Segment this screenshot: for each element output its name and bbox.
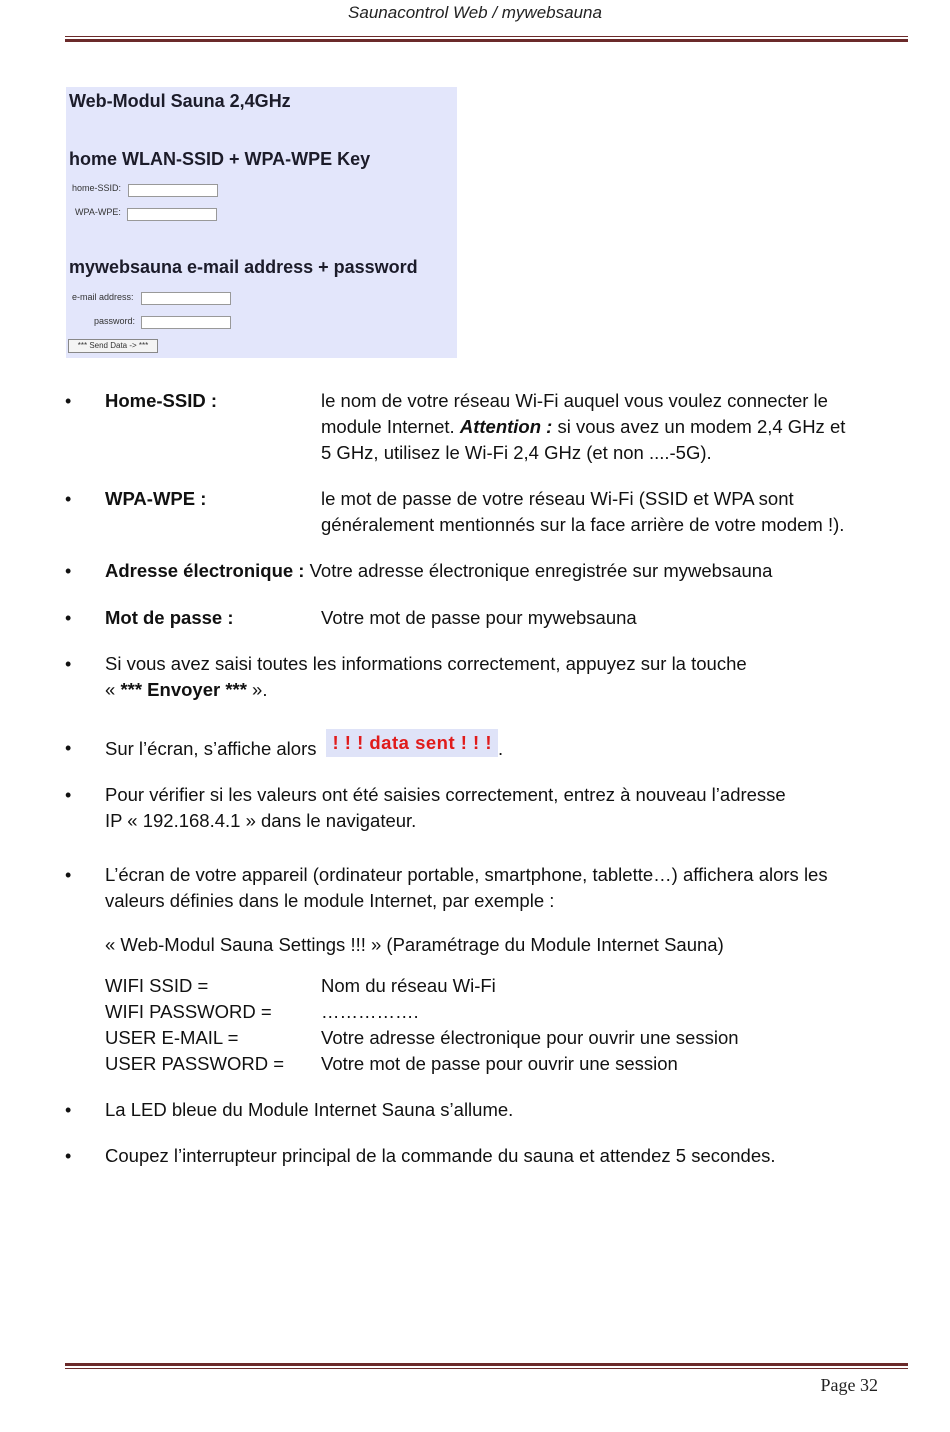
account-heading: mywebsauna e-mail address + password <box>69 257 418 277</box>
device-text <box>105 862 895 914</box>
screen-message-line <box>105 732 895 763</box>
term-email: Adresse électronique : <box>105 560 305 581</box>
web-module-screenshot <box>66 87 457 358</box>
desc-text: . <box>498 738 504 759</box>
send-data-button[interactable]: *** Send Data -> *** <box>68 339 158 353</box>
envoyer-key-label: *** Envoyer *** <box>120 679 247 700</box>
settings-key: WIFI SSID = <box>105 975 209 996</box>
desc-line: le mot de passe de votre réseau Wi-Fi (SSID et WPA sont <box>321 488 794 509</box>
password-field[interactable] <box>141 316 231 329</box>
bullet-icon: • <box>65 608 72 628</box>
page-number: Page 32 <box>820 1375 878 1395</box>
bullet-icon: • <box>65 489 72 509</box>
bullet-icon: • <box>65 1146 72 1166</box>
desc-text: si vous avez un modem 2,4 GHz et <box>552 416 846 437</box>
email-field[interactable] <box>141 292 231 305</box>
settings-value: Votre adresse électronique pour ouvrir une session <box>321 1027 739 1048</box>
document-header-title: Saunacontrol Web / mywebsauna <box>348 3 602 22</box>
send-instructions <box>105 651 895 703</box>
desc-ssid <box>321 388 901 466</box>
panel-title: Web-Modul Sauna 2,4GHz <box>69 91 291 111</box>
ssid-field[interactable] <box>128 184 218 197</box>
desc-line: 5 GHz, utilisez le Wi-Fi 2,4 GHz (et non ....-5G). <box>321 442 712 463</box>
desc-line: généralement mentionnés sur la face arrière de votre modem !). <box>321 514 845 535</box>
bullet-icon: • <box>65 865 72 885</box>
bullet-icon: • <box>65 785 72 805</box>
desc-line: IP « 192.168.4.1 » dans le navigateur. <box>105 810 417 831</box>
footer-rule <box>65 1363 908 1369</box>
bullet-icon: • <box>65 1100 72 1120</box>
desc-text: module Internet. <box>321 416 460 437</box>
desc-line <box>105 677 895 703</box>
desc-text: ». <box>246 679 268 700</box>
settings-value: Votre mot de passe pour ouvrir une session <box>321 1053 678 1074</box>
term-wpa: WPA-WPE : <box>105 488 207 509</box>
bullet-icon: • <box>65 738 72 758</box>
settings-title: « Web-Modul Sauna Settings !!! » (Paramétrage du Module Internet Sauna) <box>105 934 724 955</box>
power-text: Coupez l’interrupteur principal de la commande du sauna et attendez 5 secondes. <box>105 1145 776 1166</box>
bullet-icon: • <box>65 391 72 411</box>
term-password: Mot de passe : <box>105 607 234 628</box>
desc-line <box>321 414 901 440</box>
desc-line: Pour vérifier si les valeurs ont été saisies correctement, entrez à nouveau l’adresse <box>105 784 786 805</box>
desc-line: le nom de votre réseau Wi-Fi auquel vous voulez connecter le <box>321 390 828 411</box>
settings-key: USER PASSWORD = <box>105 1053 285 1074</box>
desc-email: Votre adresse électronique enregistrée sur mywebsauna <box>304 560 773 581</box>
desc-text: « <box>105 679 121 700</box>
ssid-label: home-SSID: <box>72 183 122 193</box>
bullet-icon: • <box>65 654 72 674</box>
desc-line: Si vous avez saisi toutes les informations correctement, appuyez sur la touche <box>105 653 747 674</box>
attention-label: Attention : <box>459 416 553 437</box>
settings-value: Nom du réseau Wi-Fi <box>321 975 496 996</box>
password-label: password: <box>94 316 136 326</box>
desc-text: Sur l’écran, s’affiche alors <box>105 738 317 759</box>
settings-key: WIFI PASSWORD = <box>105 1001 272 1022</box>
email-label: e-mail address: <box>72 292 134 302</box>
wpa-label: WPA-WPE: <box>75 207 121 217</box>
led-text: La LED bleue du Module Internet Sauna s’allume. <box>105 1099 514 1120</box>
verify-text <box>105 782 895 834</box>
desc-line: valeurs définies dans le module Internet, par exemple : <box>105 890 555 911</box>
term-ssid: Home-SSID : <box>105 390 218 411</box>
desc-line: L’écran de votre appareil (ordinateur portable, smartphone, tablette…) affichera alors les <box>105 864 828 885</box>
bullet-icon: • <box>65 561 72 581</box>
data-sent-badge: ! ! ! data sent ! ! ! <box>326 729 498 757</box>
desc-wpa <box>321 486 901 538</box>
header-rule <box>65 36 908 42</box>
settings-key: USER E-MAIL = <box>105 1027 239 1048</box>
desc-password: Votre mot de passe pour mywebsauna <box>321 607 637 628</box>
email-line <box>105 558 772 584</box>
wlan-heading: home WLAN-SSID + WPA-WPE Key <box>69 149 371 169</box>
wpa-field[interactable] <box>127 208 217 221</box>
settings-value: ……………. <box>321 1001 419 1022</box>
